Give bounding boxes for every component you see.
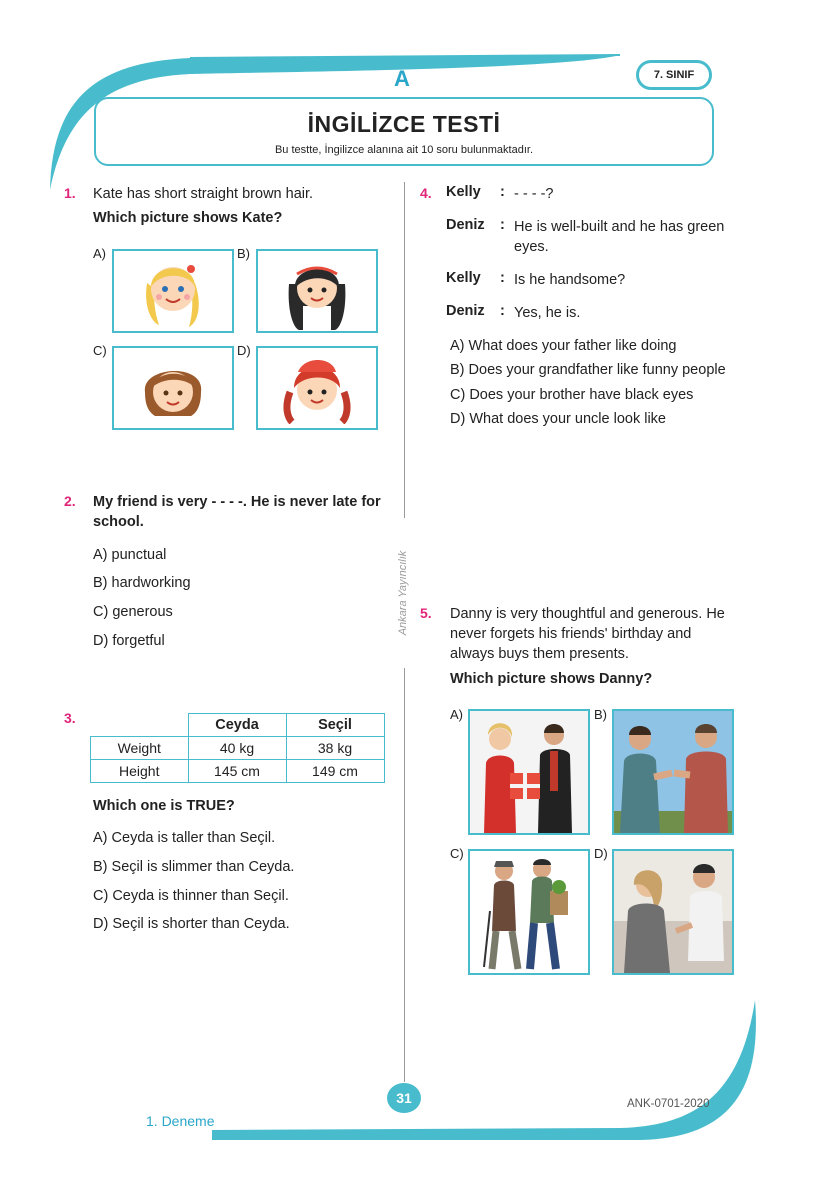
footer-decoration bbox=[0, 980, 828, 1188]
q1-option-a-label: A) bbox=[93, 246, 106, 261]
q2-option-a[interactable]: A) punctual bbox=[93, 547, 167, 563]
q3-row-label: Weight bbox=[91, 737, 189, 760]
q2-text: My friend is very - - - -. He is never late for school. bbox=[93, 494, 381, 530]
q5-option-c-label: C) bbox=[450, 846, 464, 861]
q4-number: 4. bbox=[420, 185, 432, 201]
q2-option-c[interactable]: C) generous bbox=[93, 604, 173, 620]
q3-row-label: Height bbox=[91, 760, 189, 783]
q2-number: 2. bbox=[64, 493, 76, 509]
q4-speaker: Deniz bbox=[446, 217, 485, 233]
q1-option-d-label: D) bbox=[237, 343, 251, 358]
q1-text: Kate has short straight brown hair. bbox=[93, 186, 314, 202]
q4-option-c[interactable]: C) Does your brother have black eyes bbox=[450, 387, 694, 403]
q3-number: 3. bbox=[64, 710, 76, 726]
q3-cell: 149 cm bbox=[286, 760, 384, 783]
q1-option-d-picture[interactable] bbox=[256, 346, 378, 430]
q2-option-d[interactable]: D) forgetful bbox=[93, 633, 165, 649]
q4-colon: : bbox=[500, 303, 505, 319]
q5-option-a-label: A) bbox=[450, 707, 463, 722]
exam-name: 1. Deneme bbox=[146, 1113, 215, 1129]
q1-question: Which picture shows Kate? bbox=[93, 210, 283, 226]
q5-option-d-picture[interactable] bbox=[612, 849, 734, 975]
q3-option-c[interactable]: C) Ceyda is thinner than Seçil. bbox=[93, 888, 289, 904]
q4-colon: : bbox=[500, 270, 505, 286]
q3-option-b[interactable]: B) Seçil is slimmer than Ceyda. bbox=[93, 859, 295, 875]
q4-speaker: Kelly bbox=[446, 184, 481, 200]
q3-cell: 145 cm bbox=[188, 760, 286, 783]
q5-question: Which picture shows Danny? bbox=[450, 671, 653, 687]
q2-option-b[interactable]: B) hardworking bbox=[93, 575, 191, 591]
q4-line: He is well-built and he has green eyes. bbox=[514, 219, 725, 255]
q5-option-d-label: D) bbox=[594, 846, 608, 861]
page-number: 31 bbox=[387, 1083, 421, 1113]
q5-number: 5. bbox=[420, 605, 432, 621]
fist-bump-photo bbox=[614, 711, 732, 833]
q1-option-c-label: C) bbox=[93, 343, 107, 358]
q1-option-b-picture[interactable] bbox=[256, 249, 378, 333]
red-haired-girl-icon bbox=[276, 352, 358, 424]
q5-text: Danny is very thoughtful and generous. He never forgets his friends' birthday and always buys them presents. bbox=[450, 606, 725, 662]
q3-header-secil: Seçil bbox=[286, 714, 384, 737]
booklet-letter: A bbox=[394, 66, 410, 91]
q4-speaker: Deniz bbox=[446, 303, 485, 319]
q3-header-ceyda: Ceyda bbox=[188, 714, 286, 737]
q3-option-a[interactable]: A) Ceyda is taller than Seçil. bbox=[93, 830, 276, 846]
blonde-girl-icon bbox=[133, 253, 213, 329]
q5-option-b-label: B) bbox=[594, 707, 607, 722]
q1-option-b-label: B) bbox=[237, 246, 250, 261]
q5-option-a-picture[interactable] bbox=[468, 709, 590, 835]
arguing-couple-photo bbox=[614, 851, 732, 973]
gift-giving-photo bbox=[470, 711, 588, 833]
q3-cell: 38 kg bbox=[286, 737, 384, 760]
grade-badge: 7. SINIF bbox=[636, 60, 712, 90]
publisher-vertical: Ankara Yayıncılık bbox=[397, 518, 413, 668]
q4-line: - - - -? bbox=[514, 186, 554, 202]
page-title: İNGİLİZCE TESTİ bbox=[307, 111, 501, 137]
q5-option-b-picture[interactable] bbox=[612, 709, 734, 835]
q4-colon: : bbox=[500, 184, 505, 200]
q3-question: Which one is TRUE? bbox=[93, 798, 235, 814]
helping-elderly-photo bbox=[470, 851, 588, 973]
q1-number: 1. bbox=[64, 185, 76, 201]
q4-option-d[interactable]: D) What does your uncle look like bbox=[450, 411, 666, 427]
q3-table bbox=[90, 713, 385, 783]
q3-option-d[interactable]: D) Seçil is shorter than Ceyda. bbox=[93, 916, 290, 932]
q4-option-b[interactable]: B) Does your grandfather like funny people bbox=[450, 362, 726, 378]
q5-option-c-picture[interactable] bbox=[468, 849, 590, 975]
q4-line: Yes, he is. bbox=[514, 305, 581, 321]
black-haired-girl-icon bbox=[277, 252, 357, 330]
q4-speaker: Kelly bbox=[446, 270, 481, 286]
q4-colon: : bbox=[500, 217, 505, 233]
q3-cell: 40 kg bbox=[188, 737, 286, 760]
q1-option-c-picture[interactable] bbox=[112, 346, 234, 430]
page-subtitle: Bu testte, İngilizce alanına ait 10 soru bulunmaktadır. bbox=[274, 144, 534, 156]
brown-short-hair-girl-icon bbox=[135, 352, 211, 424]
document-code: ANK-0701-2020 bbox=[627, 1098, 710, 1110]
q1-option-a-picture[interactable] bbox=[112, 249, 234, 333]
q4-option-a[interactable]: A) What does your father like doing bbox=[450, 338, 677, 354]
q4-line: Is he handsome? bbox=[514, 272, 626, 288]
title-box bbox=[94, 97, 714, 166]
